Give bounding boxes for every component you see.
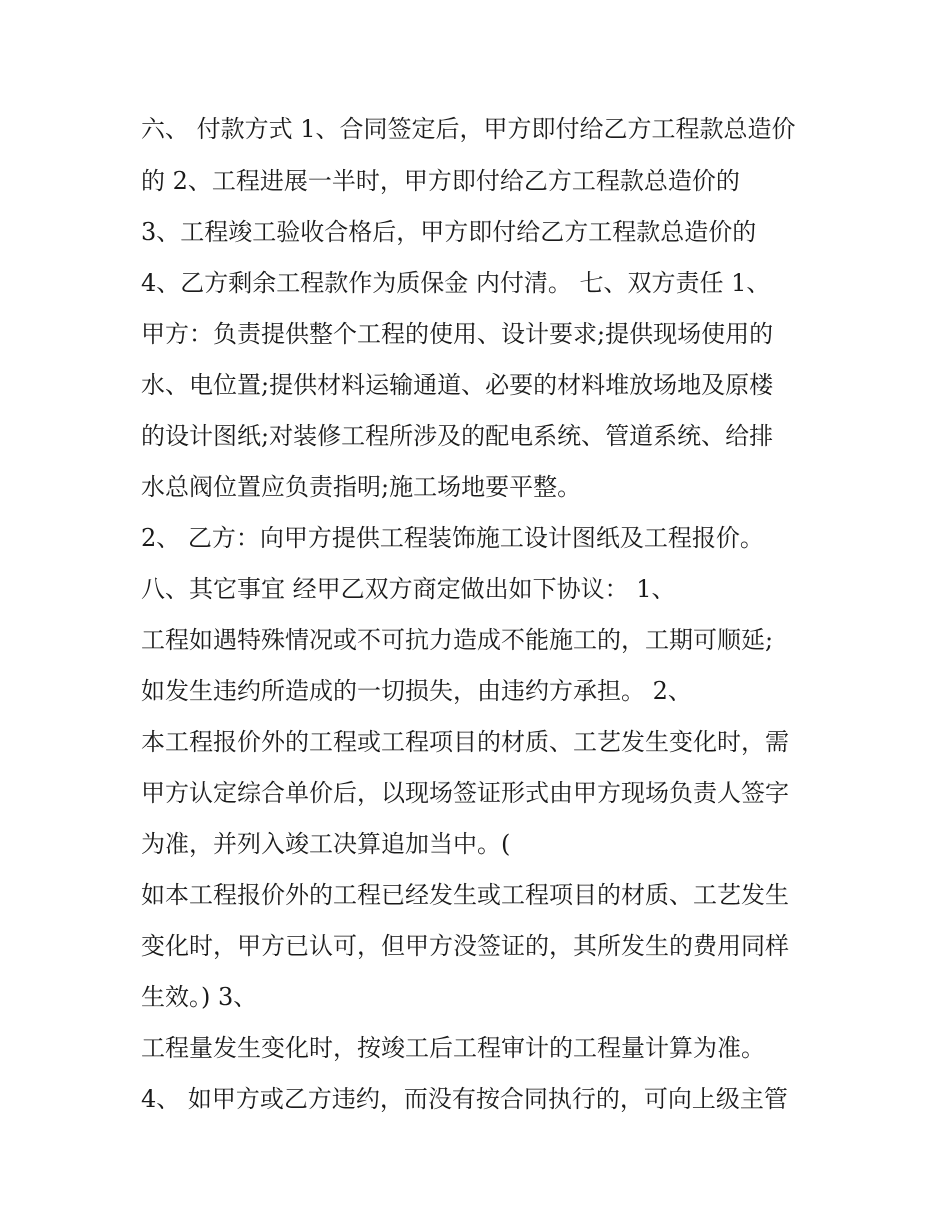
text-line: 为准，并列入竣工决算追加当中。( <box>141 830 511 858</box>
text-line: 生效。) 3、 <box>141 983 258 1011</box>
text-line: 的 2、工程进展一半时，甲方即付给乙方工程款总造价的 <box>141 167 740 195</box>
text-line: 2、 乙方：向甲方提供工程装饰施工设计图纸及工程报价。 <box>141 524 764 552</box>
text-line: 水、电位置;提供材料运输通道、必要的材料堆放场地及原楼 <box>141 371 774 399</box>
text-line: 水总阀位置应负责指明;施工场地要平整。 <box>141 473 582 501</box>
text-line: 3、工程竣工验收合格后，甲方即付给乙方工程款总造价的 <box>141 218 757 246</box>
text-line: 本工程报价外的工程或工程项目的材质、工艺发生变化时，需 <box>141 728 789 756</box>
text-line: 4、 如甲方或乙方违约，而没有按合同执行的，可向上级主管 <box>141 1085 788 1113</box>
text-line: 如本工程报价外的工程已经发生或工程项目的材质、工艺发生 <box>141 881 789 909</box>
text-line: 4、乙方剩余工程款作为质保金 内付清。 七、双方责任 1、 <box>141 269 771 297</box>
text-line: 的设计图纸;对装修工程所涉及的配电系统、管道系统、给排 <box>141 422 774 450</box>
text-line: 工程量发生变化时，按竣工后工程审计的工程量计算为准。 <box>141 1034 765 1062</box>
text-line: 工程如遇特殊情况或不可抗力造成不能施工的，工期可顺延; <box>141 626 774 654</box>
text-line: 六、 付款方式 1、合同签定后，甲方即付给乙方工程款总造价 <box>141 115 796 143</box>
text-line: 变化时，甲方已认可，但甲方没签证的，其所发生的费用同样 <box>141 932 789 960</box>
text-line: 甲方：负责提供整个工程的使用、设计要求;提供现场使用的 <box>141 320 774 348</box>
text-line: 八、其它事宜 经甲乙双方商定做出如下协议： 1、 <box>141 575 676 603</box>
text-line: 甲方认定综合单价后，以现场签证形式由甲方现场负责人签字 <box>141 779 789 807</box>
text-line: 如发生违约所造成的一切损失，由违约方承担。 2、 <box>141 677 692 705</box>
